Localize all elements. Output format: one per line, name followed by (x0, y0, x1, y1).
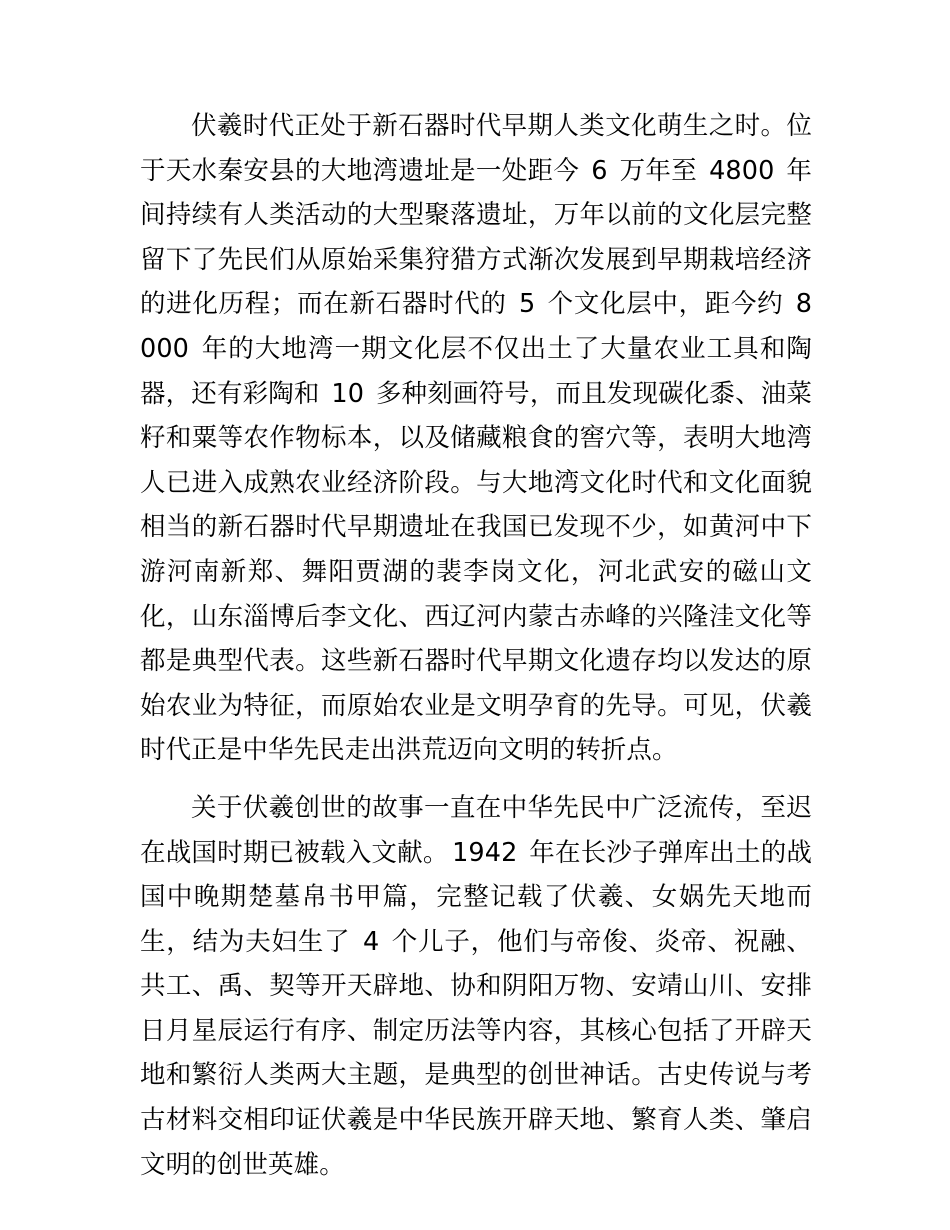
document-text-body (140, 104, 812, 1187)
body-paragraph-1: 伏羲时代正处于新石器时代早期人类文化萌生之时。位于天水秦安县的大地湾遗址是一处距今 6 万年至 4800 年间持续有人类活动的大型聚落遗址，万年以前的文化层完整留下了先民们从原始采集狩猎方式渐次发展到早期栽培经济的进化历程；而在新石器时代的 5 个文化层中，距今约 8000 年的大地湾一期文化层不仅出土了大量农业工具和陶器，还有彩陶和 10 多种刻画符号，而且发现碳化黍、油菜籽和粟等农作物标本，以及储藏粮食的窖穴等，表明大地湾人已进入成熟农业经济阶段。与大地湾文化时代和文化面貌相当的新石器时代早期遗址在我国已发现不少，如黄河中下游河南新郑、舞阳贾湖的裴李岗文化，河北武安的磁山文化，山东淄博后李文化、西辽河内蒙古赤峰的兴隆洼文化等都是典型代表。这些新石器时代早期文化遗存均以发达的原始农业为特征，而原始农业是文明孕育的先导。可见，伏羲时代正是中华先民走出洪荒迈向文明的转折点。 (140, 111, 813, 766)
body-paragraph-2: 关于伏羲创世的故事一直在中华先民中广泛流传，至迟在战国时期已被载入文献。 1942 年在长沙子弹库出土的战国中晚期楚墓帛书甲篇，完整记载了伏羲、女娲先天地而生，结为夫妇生了 4 个儿子，他们与帝俊、炎帝、祝融、共工、禹、契等开天辟地、协和阴阳万物、安靖山川、安排日月星辰运行有序、制定历法等内容，其核心包括了开辟天地和繁衍人类两大主题，是典型的创世神话。古史传说与考古材料交相印证伏羲是中华民族开辟天地、繁育人类、肇启文明的创世英雄。 (140, 792, 813, 1180)
